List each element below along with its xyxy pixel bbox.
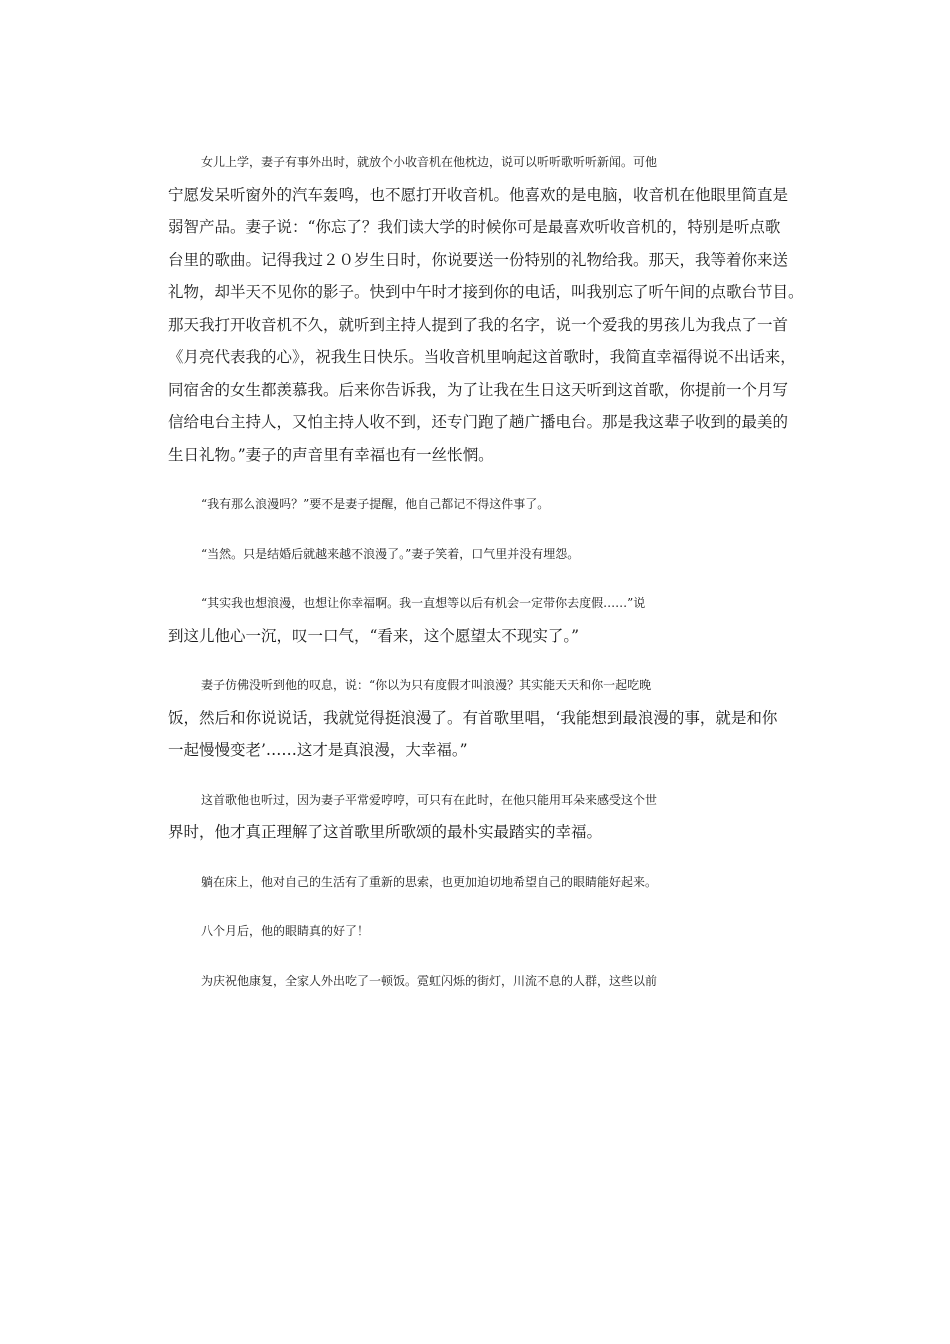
text-line: 到这儿他心一沉，叹一口气，“看来，这个愿望太不现实了。”: [168, 626, 580, 645]
paragraph-4: [137, 587, 817, 652]
text-line: 妻子仿佛没听到他的叹息，说：“你以为只有度假才叫浪漫？其实能天天和你一起吃晚: [201, 678, 652, 692]
text-line: 台里的歌曲。记得我过２０岁生日时，你说要送一份特别的礼物给我。那天，我等着你来送: [168, 250, 789, 269]
text-line: 同宿舍的女生都羡慕我。后来你告诉我，为了让我在生日这天听到这首歌，你提前一个月写: [168, 380, 789, 399]
paragraph-6: [137, 784, 817, 849]
text-line: “其实我也想浪漫，也想让你幸福啊。我一直想等以后有机会一定带你去度假……”说: [201, 596, 646, 610]
text-line: 弱智产品。妻子说：“你忘了？我们读大学的时候你可是最喜欢听收音机的，特别是听点歌: [168, 218, 781, 236]
text-line: 为庆祝他康复，全家人外出吃了一顿饭。霓虹闪烁的街灯，川流不息的人群，这些以前: [201, 973, 658, 988]
paragraph-5: [137, 669, 817, 767]
paragraph-7: [137, 866, 817, 899]
paragraph-1: [137, 146, 817, 471]
document-body: [137, 146, 817, 997]
text-line: 那天我打开收音机不久，就听到主持人提到了我的名字，说一个爱我的男孩儿为我点了一首: [168, 315, 789, 334]
text-line: 宁愿发呆听窗外的汽车轰鸣，也不愿打开收音机。他喜欢的是电脑，收音机在他眼里简直是: [168, 185, 789, 204]
paragraph-2: [137, 488, 817, 521]
text-line: 一起慢慢变老’……这才是真浪漫，大幸福。”: [168, 741, 468, 759]
paragraph-9: [137, 965, 817, 998]
text-line: 八个月后，他的眼睛真的好了！: [201, 924, 370, 938]
text-line: 界时，他才真正理解了这首歌里所歌颂的最朴实最踏实的幸福。: [168, 823, 603, 841]
text-line: 躺在床上，他对自己的生活有了重新的思索，也更加迫切地希望自己的眼睛能好起来。: [201, 874, 658, 889]
text-line: 礼物，却半天不见你的影子。快到中午时才接到你的电话，叫我别忘了听午间的点歌台节目。: [168, 283, 804, 301]
text-line: “我有那么浪漫吗？”要不是妻子提醒，他自己都记不得这件事了。: [201, 497, 550, 511]
text-line: 《月亮代表我的心》，祝我生日快乐。当收音机里响起这首歌时，我简直幸福得说不出话来，: [168, 348, 796, 366]
paragraph-3: [137, 538, 817, 571]
text-line: 这首歌他也听过，因为妻子平常爱哼哼，可只有在此时，在他只能用耳朵来感受这个世: [201, 792, 658, 807]
text-line: 信给电台主持人，又怕主持人收不到，还专门跑了趟广播电台。那是我这辈子收到的最美的: [168, 413, 789, 431]
text-line: 女儿上学，妻子有事外出时，就放个小收音机在他枕边，说可以听听歌听听新闻。可他: [201, 155, 658, 169]
paragraph-8: [137, 915, 817, 948]
text-line: “当然。只是结婚后就越来越不浪漫了。”妻子笑着，口气里并没有埋怨。: [201, 546, 580, 561]
text-line: 饭，然后和你说说话，我就觉得挺浪漫了。有首歌里唱，‘我能想到最浪漫的事，就是和你: [168, 708, 778, 727]
text-line: 生日礼物。”妻子的声音里有幸福也有一丝怅惘。: [168, 445, 494, 464]
